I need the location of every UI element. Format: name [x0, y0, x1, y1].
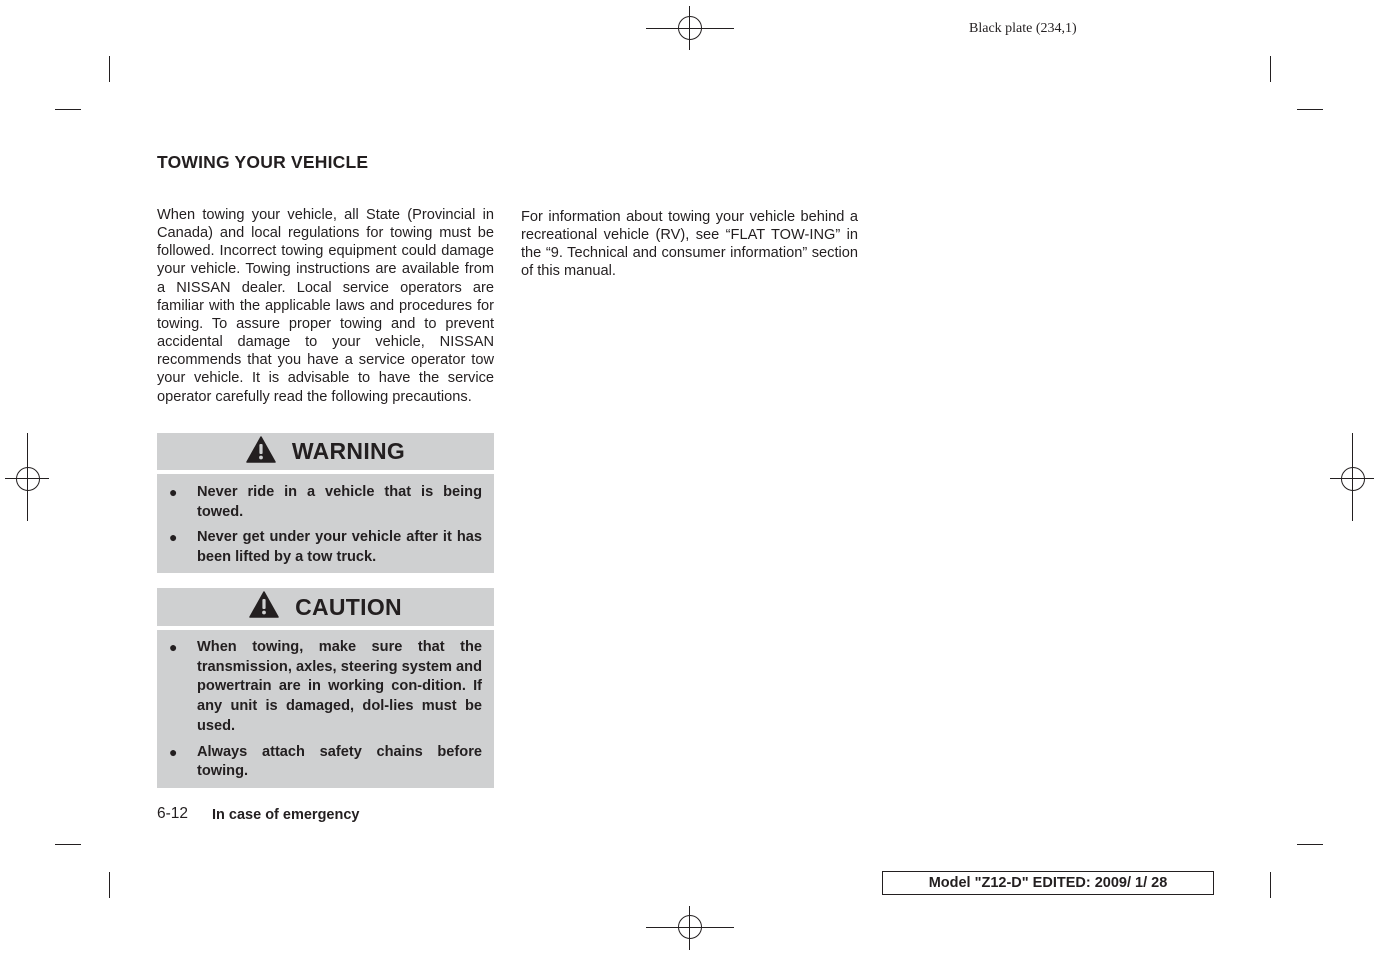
- warning-header: [157, 433, 494, 470]
- bullet-dot-icon: ●: [169, 484, 178, 500]
- warning-triangle-icon: [246, 436, 276, 468]
- section-name: In case of emergency: [212, 807, 360, 823]
- list-item: ● When towing, make sure that the transmission, axles, steering system and powertrain are in working con-dition. If any unit is damaged, dol-lies must be used.: [169, 638, 482, 737]
- caution-label: CAUTION: [295, 593, 402, 620]
- plate-label: Black plate (234,1): [969, 21, 1077, 36]
- list-item: ● Never get under your vehicle after it has been lifted by a tow truck.: [169, 528, 482, 567]
- bullet-dot-icon: ●: [169, 743, 178, 760]
- model-edited-box: Model "Z12-D" EDITED: 2009/ 1/ 28: [882, 871, 1214, 895]
- intro-paragraph: When towing your vehicle, all State (Provincial in Canada) and local regulations for towing must be followed. Incorrect towing equipment could damage your vehicle. Towing instructions are available from a NISSAN dealer. Local service operators are familiar with the applicable laws and procedures for towing. To assure proper towing and to prevent accidental damage to your vehicle, NISSAN recommends that you have a service operator tow your vehicle. It is advisable to have the service operator carefully read the following precautions.: [157, 207, 494, 405]
- right-paragraph: For information about towing your vehicle behind a recreational vehicle (RV), see “FLAT TOW-ING” in the “9. Technical and consumer information” section of this manual.: [521, 209, 858, 280]
- caution-header: [157, 588, 494, 626]
- warning-body: [157, 474, 494, 573]
- list-item: ● Never ride in a vehicle that is being towed.: [169, 483, 482, 522]
- warning-triangle-icon: [249, 591, 279, 623]
- list-item: ● Always attach safety chains before towing.: [169, 743, 482, 782]
- caution-body: [157, 630, 494, 788]
- section-title: TOWING YOUR VEHICLE: [157, 152, 369, 172]
- page-number: 6-12: [157, 805, 189, 822]
- bullet-dot-icon: ●: [169, 529, 178, 546]
- warning-label: WARNING: [291, 438, 406, 464]
- bullet-dot-icon: ●: [169, 639, 178, 655]
